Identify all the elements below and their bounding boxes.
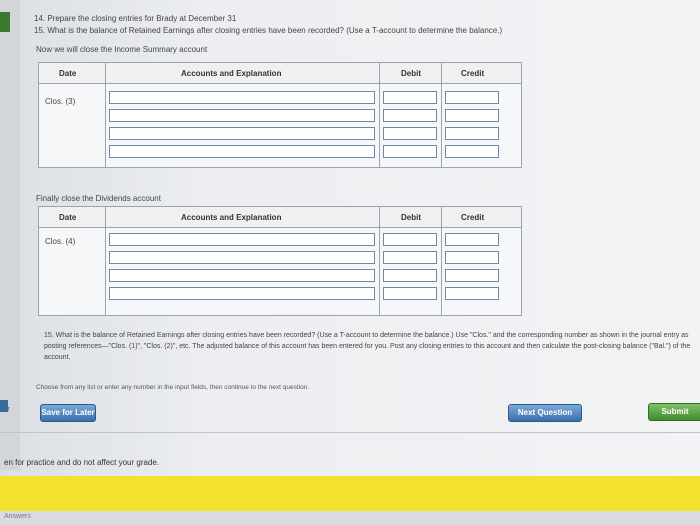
save-for-later-button[interactable]: Save for Later [40, 404, 96, 422]
question-15-instructions: 15. What is the balance of Retained Earnings after closing entries have been recorded? (Use a T-account to determine the balance.) Use "Clos." and the corresponding number as shown in the journal entry as posting references—"Clos. (1)", "Clos. (2)", etc. The adjusted balance of this account has been entered for you. Post any closing entries to this account and then calculate the post-closing balance ("Bal.") of the account. [44, 332, 691, 361]
next-question-button[interactable]: Next Question [508, 404, 582, 422]
yellow-banner [0, 476, 700, 511]
header-debit: Debit [401, 69, 421, 78]
left-edge-label: ler [2, 406, 10, 413]
credit-input-4[interactable] [445, 287, 499, 300]
question-15-header-text: 15. What is the balance of Retained Earnings after closing entries have been recorded? (Use a T-account to determine the balance.) [34, 26, 503, 35]
journal-table-dividends [38, 206, 522, 316]
credit-input-3[interactable] [445, 127, 499, 140]
instruction-note: Choose from any list or enter any number in the input fields, then continue to the next question. [36, 384, 310, 391]
debit-input-2[interactable] [383, 251, 437, 264]
header-accounts: Accounts and Explanation [181, 69, 282, 78]
credit-input-2[interactable] [445, 109, 499, 122]
account-input-1[interactable] [109, 91, 375, 104]
question-14-text: 14. Prepare the closing entries for Brady at December 31 [34, 14, 237, 23]
table-header [39, 207, 521, 228]
account-input-1[interactable] [109, 233, 375, 246]
debit-input-1[interactable] [383, 233, 437, 246]
divider [0, 432, 700, 433]
column-divider [105, 207, 106, 315]
credit-input-1[interactable] [445, 91, 499, 104]
account-input-4[interactable] [109, 287, 375, 300]
row-label-clos-4: Clos. (4) [45, 237, 76, 246]
debit-input-2[interactable] [383, 109, 437, 122]
debit-input-4[interactable] [383, 287, 437, 300]
account-input-3[interactable] [109, 127, 375, 140]
account-input-2[interactable] [109, 109, 375, 122]
column-divider [441, 207, 442, 315]
row-label-clos-3: Clos. (3) [45, 97, 76, 106]
debit-input-3[interactable] [383, 269, 437, 282]
left-sidebar-edge [0, 0, 20, 470]
account-input-3[interactable] [109, 269, 375, 282]
debit-input-4[interactable] [383, 145, 437, 158]
green-tab-marker [0, 12, 10, 32]
column-divider [379, 207, 380, 315]
credit-input-1[interactable] [445, 233, 499, 246]
dividends-instruction: Finally close the Dividends account [36, 194, 161, 203]
submit-button[interactable]: Submit [648, 403, 700, 421]
credit-input-2[interactable] [445, 251, 499, 264]
table-header [39, 63, 521, 84]
income-summary-instruction: Now we will close the Income Summary account [36, 45, 208, 54]
column-divider [379, 63, 380, 167]
header-date: Date [59, 213, 77, 222]
bottom-strip [0, 511, 700, 525]
credit-input-3[interactable] [445, 269, 499, 282]
column-divider [441, 63, 442, 167]
account-input-4[interactable] [109, 145, 375, 158]
credit-input-4[interactable] [445, 145, 499, 158]
header-debit: Debit [401, 213, 421, 222]
practice-disclaimer: en for practice and do not affect your grade. [4, 458, 160, 467]
column-divider [105, 63, 106, 167]
header-credit: Credit [461, 69, 485, 78]
account-input-2[interactable] [109, 251, 375, 264]
header-date: Date [59, 69, 77, 78]
debit-input-1[interactable] [383, 91, 437, 104]
journal-table-income-summary [38, 62, 522, 168]
debit-input-3[interactable] [383, 127, 437, 140]
header-credit: Credit [461, 213, 485, 222]
answers-label: Answers [4, 513, 31, 520]
header-accounts: Accounts and Explanation [181, 213, 282, 222]
